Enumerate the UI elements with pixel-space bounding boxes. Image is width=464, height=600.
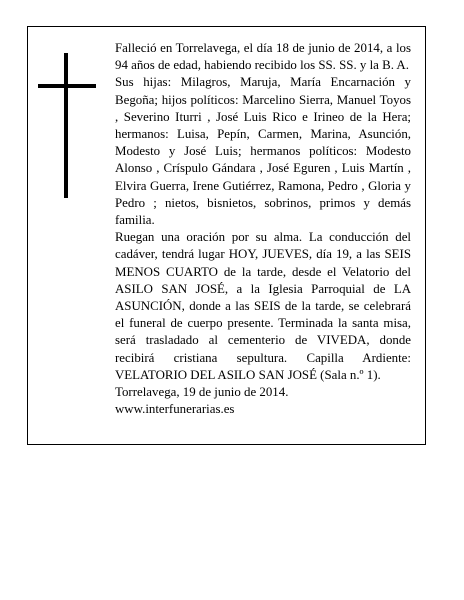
funeral-details: Ruegan una oración por su alma. La conducción del cadáver, tendrá lugar HOY, JUEVES, día 19, a las SEIS MENOS CUARTO de la tarde, desde el Velatorio del ASILO SAN JOSÉ, a la Iglesia Parroquial de LA ASUNCIÓN, donde a las SEIS de la tarde, se celebrará el funeral de cuerpo presente. Terminada la santa misa, será trasladado al cementerio de VIVEDA, donde recibirá cristiana sepultura. Capilla Ardiente: VELATORIO DEL ASILO SAN JOSÉ (Sala n.º 1). [115, 230, 411, 382]
obituary-text [115, 40, 411, 418]
cross-vertical-bar [64, 53, 68, 198]
place-and-date: Torrelavega, 19 de junio de 2014. [115, 385, 289, 400]
cross-horizontal-bar [38, 84, 96, 88]
family-list: Sus hijas: Milagros, Maruja, María Encarnación y Begoña; hijos políticos: Marcelino Sierra, Manuel Toyos , Severino Iturri , José Luis Rico e Irineo de la Hera; hermanos: Luisa, Pepín, Carmen, Marina, Asunción, Modesto y José Luis; hermanos políticos: Modesto Alonso , Críspulo Gándara , José Eguren , Luis Martín , Elvira Guerra, Irene Gutiérrez, Ramona, Pedro , Gloria y Pedro ; nietos, bisnietos, sobrinos, primos y demás familia. [115, 75, 411, 228]
latin-cross-icon [38, 53, 96, 198]
website-text: www.interfunerarias.es [115, 402, 235, 417]
death-announcement: Falleció en Torrelavega, el día 18 de junio de 2014, a los 94 años de edad, habiendo recibido los SS. SS. y la B. A. [115, 41, 411, 73]
